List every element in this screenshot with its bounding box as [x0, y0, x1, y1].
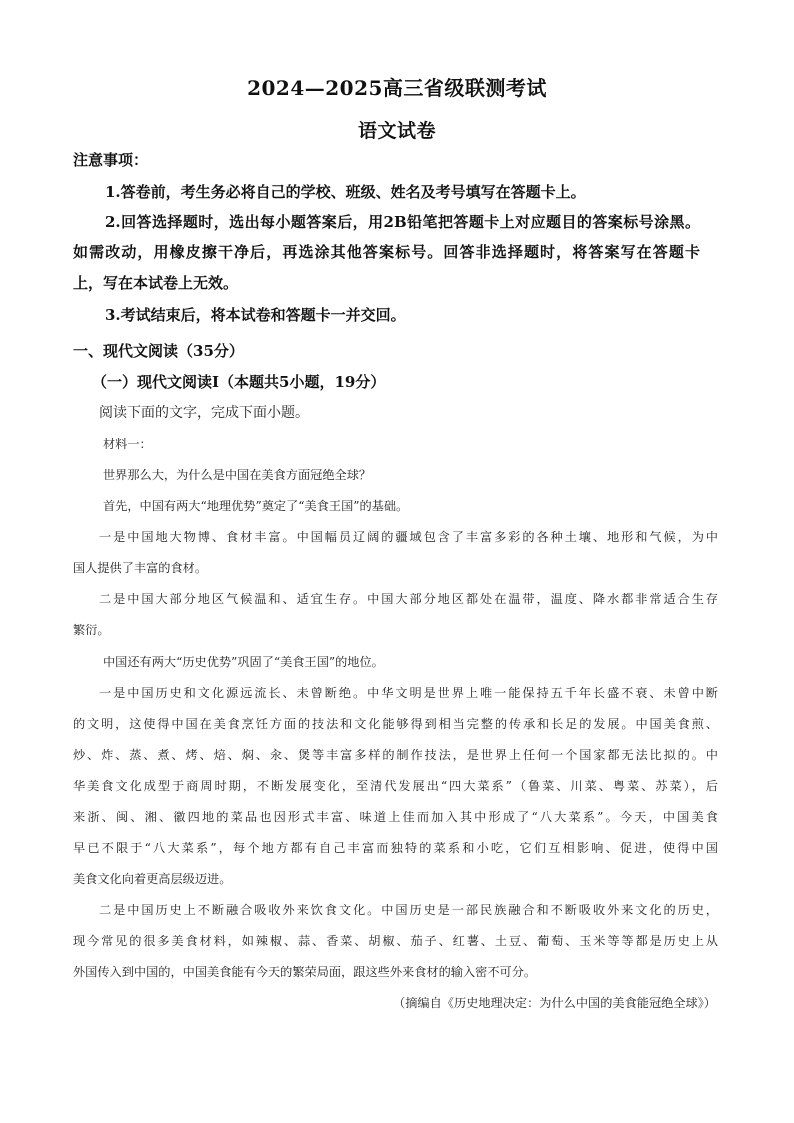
material-line: 二是中国历史上不断融合吸收外来饮食文化。中国历史是一部民族融合和不断吸收外来文化的历史， [99, 903, 718, 917]
notice-item-1: 1.答卷前，考生务必将自己的学校、班级、姓名及考号填写在答题卡上。 [105, 183, 586, 201]
material-citation: （摘编自《历史地理决定：为什么中国的美食能冠绝全球》） [393, 996, 716, 1010]
material-line: 繁衍。 [73, 623, 110, 637]
subject-title: 语文试卷 [357, 120, 436, 142]
material-line: 来浙、闽、湘、徽四地的菜品也因形式丰富、味道上佳而加入其中形成了“八大菜系”。今天，中国美食 [73, 810, 718, 824]
material-line: 二是中国大部分地区气候温和、适宜生存。中国大部分地区都处在温带，温度、降水都非常适合生存 [99, 592, 718, 606]
notice-item-2-cont: 如需改动，用橡皮擦干净后，再选涂其他答案标号。回答非选择题时，将答案写在答题卡 [73, 243, 700, 261]
material-line: 外国传入到中国的，中国美食能有今天的繁荣局面，跟这些外来食材的输入密不可分。 [73, 965, 537, 979]
notice-item-2-end: 上，写在本试卷上无效。 [73, 274, 239, 292]
exam-title: 2024—2025高三省级联测考试 [247, 76, 547, 100]
notice-item-3: 3.考试结束后，将本试卷和答题卡一并交回。 [105, 306, 406, 324]
section-heading: 一、现代文阅读（35分） [73, 342, 244, 360]
reading-instruction: 阅读下面的文字，完成下面小题。 [99, 405, 309, 421]
material-label: 材料一： [103, 437, 152, 451]
subsection-heading: （一）现代文阅读Ⅰ（本题共5小题，19分） [92, 373, 386, 391]
material-line: 早已不限于“八大菜系”，每个地方都有自己丰富而独特的菜系和小吃，它们互相影响、促进，使得中国 [73, 841, 718, 855]
material-line: 首先，中国有两大“地理优势”奠定了“美食王国”的基础。 [103, 499, 409, 513]
material-line: 炒、炸、蒸、煮、烤、焙、焖、汆、煲等丰富多样的制作技法，是世界上任何一个国家都无法比拟的。中 [73, 748, 718, 762]
notice-heading: 注意事项： [73, 151, 149, 169]
material-line: 国人提供了丰富的食材。 [73, 561, 208, 575]
material-line: 中国还有两大“历史优势”巩固了“美食王国”的地位。 [103, 655, 384, 669]
material-line: 一是中国地大物博、食材丰富。中国幅员辽阔的疆域包含了丰富多彩的各种土壤、地形和气候，为中 [99, 530, 718, 544]
material-line: 世界那么大，为什么是中国在美食方面冠绝全球？ [103, 468, 372, 482]
material-line: 的文明，这使得中国在美食烹饪方面的技法和文化能够得到相当完整的传承和长足的发展。中国美食煎、 [73, 717, 718, 731]
material-line: 一是中国历史和文化源远流长、未曾断绝。中华文明是世界上唯一能保持五千年长盛不衰、未曾中断 [99, 686, 718, 700]
notice-item-2: 2.回答选择题时，选出每小题答案后，用2B铅笔把答题卡上对应题目的答案标号涂黑。 [105, 213, 700, 231]
material-line: 现今常见的很多美食材料，如辣椒、蒜、香菜、胡椒、茄子、红薯、土豆、葡萄、玉米等等都是历史上从 [73, 934, 718, 948]
material-line: 美食文化向着更高层级迈进。 [73, 872, 232, 886]
material-line: 华美食文化成型于商周时期，不断发展变化，至清代发展出“四大菜系”（鲁菜、川菜、粤菜、苏菜），后 [73, 779, 718, 793]
